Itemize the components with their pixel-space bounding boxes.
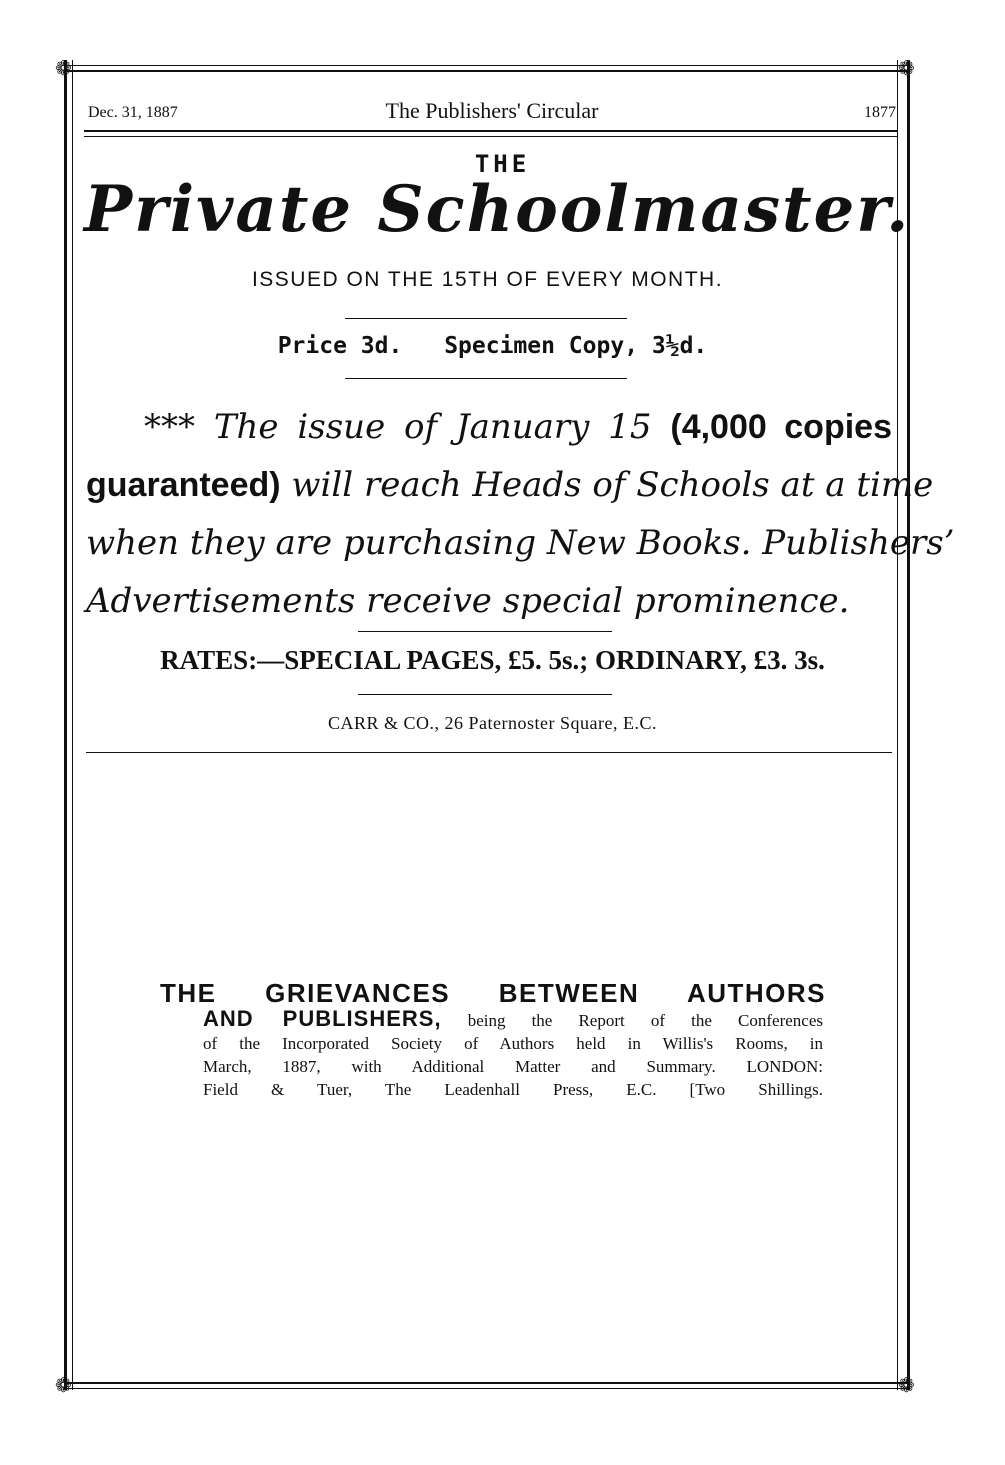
divider-rule — [345, 378, 627, 379]
issue-date: Dec. 31, 1887 — [88, 104, 178, 121]
masthead-title: Private Schoolmaster. — [84, 172, 911, 247]
corner-ornament-icon: ❁ — [55, 1373, 72, 1397]
header-rule — [84, 136, 898, 137]
book-line-1-text: being the Report of the Conferences — [467, 1011, 823, 1030]
top-border-rule — [64, 65, 910, 66]
price-text: Price 3d. — [277, 333, 403, 359]
section-rule — [86, 752, 892, 753]
masthead-the: THE — [474, 150, 531, 178]
divider-rule — [358, 631, 612, 632]
book-line-4 — [203, 1078, 823, 1101]
bottom-border-rule-thick — [64, 1382, 910, 1384]
bottom-border-rule — [64, 1388, 910, 1389]
top-border-rule-thick — [64, 70, 910, 72]
book-lead: AND PUBLISHERS, — [203, 1006, 442, 1031]
issue-schedule: ISSUED ON THE 15TH OF EVERY MONTH. — [251, 268, 724, 291]
book-line-1 — [203, 1007, 823, 1032]
corner-ornament-icon: ❁ — [55, 56, 72, 80]
notice-bold-copies: (4,000 copies — [670, 408, 892, 446]
notice-bold-guaranteed: guaranteed) — [86, 466, 281, 504]
book-notice-body — [203, 1007, 823, 1101]
notice-line-2-text: will reach Heads of Schools at a time — [291, 465, 934, 505]
header-rule-thick — [84, 130, 898, 132]
notice-line-4: Advertisements receive special prominence. — [86, 581, 850, 621]
page-number: 1877 — [864, 104, 896, 121]
price-line — [0, 333, 985, 359]
notice-lead: *** The issue of January 15 — [144, 407, 652, 447]
advert-notice — [86, 398, 955, 630]
corner-ornament-icon: ❁ — [898, 1373, 915, 1397]
book-line-3: March, 1887, with Additional Matter and Summary. LONDON: — [203, 1057, 823, 1076]
divider-rule — [358, 694, 612, 695]
running-head — [88, 98, 896, 126]
notice-line-2 — [86, 456, 934, 514]
advert-rates: RATES:—SPECIAL PAGES, £5. 5s.; ORDINARY, £3. 3s. — [160, 645, 825, 675]
corner-ornament-icon: ❁ — [898, 56, 915, 80]
book-notice-title: THE GRIEVANCES BETWEEN AUTHORS — [160, 978, 826, 1008]
journal-title: The Publishers' Circular — [385, 98, 599, 123]
specimen-price-text: Specimen Copy, 3½d. — [444, 333, 708, 359]
book-line-2: of the Incorporated Society of Authors held in Willis's Rooms, in — [203, 1034, 823, 1053]
book-price: [Two Shillings. — [689, 1080, 823, 1099]
divider-rule — [345, 318, 627, 319]
book-line-4-left: Field & Tuer, The Leadenhall Press, E.C. — [203, 1080, 657, 1099]
notice-line-3: when they are purchasing New Books. Publishers’ — [86, 523, 955, 563]
publisher-imprint: CARR & CO., 26 Paternoster Square, E.C. — [328, 713, 657, 733]
notice-line-1 — [86, 398, 892, 456]
